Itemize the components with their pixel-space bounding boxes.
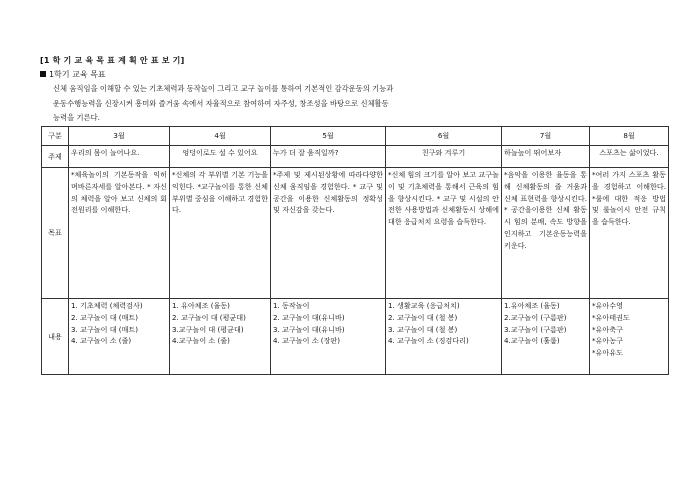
month-header: 5월 [271,127,386,146]
document-heading: [1 학 기 교 육 목 표 계 획 안 표 보 기] [40,56,185,65]
goal-label: 목표 [42,168,69,299]
goal-cell: *신체의 각 부위별 기본 기능을 익힌다. *교구놀이를 통한 신체 부위별 중심을 이해하고 경험한다. [170,168,271,299]
content-item: 1. 유아체조 (율동) [172,301,230,310]
content-cell [386,299,502,375]
content-item: 4.교구놀이 소 (줄) [172,336,230,346]
header-row [42,127,669,146]
plan-table [41,126,669,375]
content-item: *유아농구 [592,336,623,346]
theme-cell: 누가 더 잘 움직일까? [271,146,386,168]
content-item: 3.교구놀이 대 (평균대) [172,324,244,334]
content-item: 3. 교구놀이 대 (철 봉) [388,324,458,334]
goal-cell: *여러 가지 스포츠 활동을 경험하고 이해한다. *룰에 대한 적응 방법 및 룰놀이시 안전 규칙을 습득한다. [590,168,669,299]
theme-cell: 엉덩이로도 설 수 있어요 [170,146,271,168]
goal-row [42,168,669,299]
content-item: 2. 교구놀이 대 (평균대) [172,312,246,322]
intro-paragraph [53,82,513,126]
content-item: 1. 동작놀이 [273,301,310,310]
theme-label: 주제 [42,146,69,168]
content-item: *유아유도 [592,348,623,358]
square-bullet-icon [40,71,46,77]
col-header-label: 구분 [42,127,69,146]
intro-line: 능력을 기른다. [53,113,100,122]
goal-cell: *음악을 이용한 율동을 통해 신체활동의 즐 거움과 신체 표현력을 향상시킨다. * 공간을이용한 신체 활동시 힘의 분배, 속도 방향을 인지하고 기본운동능력을 키운다. [502,168,590,299]
theme-cell: 스포츠는 삶이었다. [590,146,669,168]
content-item: 2. 교구놀이 대 (철 봉) [388,312,458,322]
content-cell [170,299,271,375]
intro-line: 신체 움직임을 이해할 수 있는 기초체력과 동작놀이 그리고 교구 놀이를 통하여 기본적인 감각운동의 기능과 [53,84,394,93]
content-item: 3.교구놀이 (구름판) [504,324,567,334]
content-item: 2.교구놀이 (구름판) [504,312,567,322]
content-item: 4. 교구놀이 소 (징검다리) [388,336,469,346]
content-item: 2. 교구놀이 대 (매트) [71,312,139,322]
subheading-text: 1학기 교육 목표 [49,70,106,79]
theme-cell: 우리의 몸이 늘어나요. [69,146,170,168]
goal-cell: *체육놀이의 기본동작을 익히며바른자세를 알아본다. * 자신의 체력을 알아 보고 신체의 회전원리를 이해한다. [69,168,170,299]
content-cell [69,299,170,375]
content-item: 4. 교구놀이 소 (장판) [273,336,341,346]
month-header: 4월 [170,127,271,146]
content-cell [590,299,669,375]
goal-cell: *주제 및 제시된상황에 따라다양한 신체 움직임을 경험한다. * 교구 및 공간을 이용한 신체활동의 정확성 및 자신감을 갖는다. [271,168,386,299]
content-item: *유아축구 [592,324,623,334]
month-header: 8월 [590,127,669,146]
content-label: 내용 [42,299,69,375]
theme-row [42,146,669,168]
content-cell [271,299,386,375]
content-item: 1.유아체조 (율동) [504,301,560,310]
theme-cell: 하늘높이 뛰어보자 [502,146,590,168]
content-item: 4.교구놀이 (훌룹) [504,336,560,346]
content-item: 1. 생활교육 (응급처치) [388,301,460,310]
content-item: 4. 교구놀이 소 (줄) [71,336,132,346]
month-header: 7월 [502,127,590,146]
content-item: *유아수영 [592,301,623,310]
content-row [42,299,669,375]
month-header: 3월 [69,127,170,146]
month-header: 6월 [386,127,502,146]
goal-cell: *신체 힘의 크기를 알아 보고 교구놀이 및 기초체력을 통해서 근육의 힘을 향상시킨다. * 교구 및 시설의 안전한 사용방법과 신체활동시 상해에 대한 응급처치 요령을 습득한다. [386,168,502,299]
content-item: 2. 교구놀이 대(유니바) [273,312,345,322]
content-item: *유아태권도 [592,312,630,322]
content-item: 3. 교구놀이 대(유니바) [273,324,345,334]
content-item: 3. 교구놀이 대 (매트) [71,324,139,334]
theme-cell: 친구와 겨루기 [386,146,502,168]
content-item: 1. 기초체력 (체력검사) [71,301,143,310]
section-subheading [40,69,106,80]
content-cell [502,299,590,375]
intro-line: 운동수행능력을 신장시켜 흥미와 즐거움 속에서 자율적으로 참여하여 자주성, 창조성을 바탕으로 신체활동 [53,98,389,108]
